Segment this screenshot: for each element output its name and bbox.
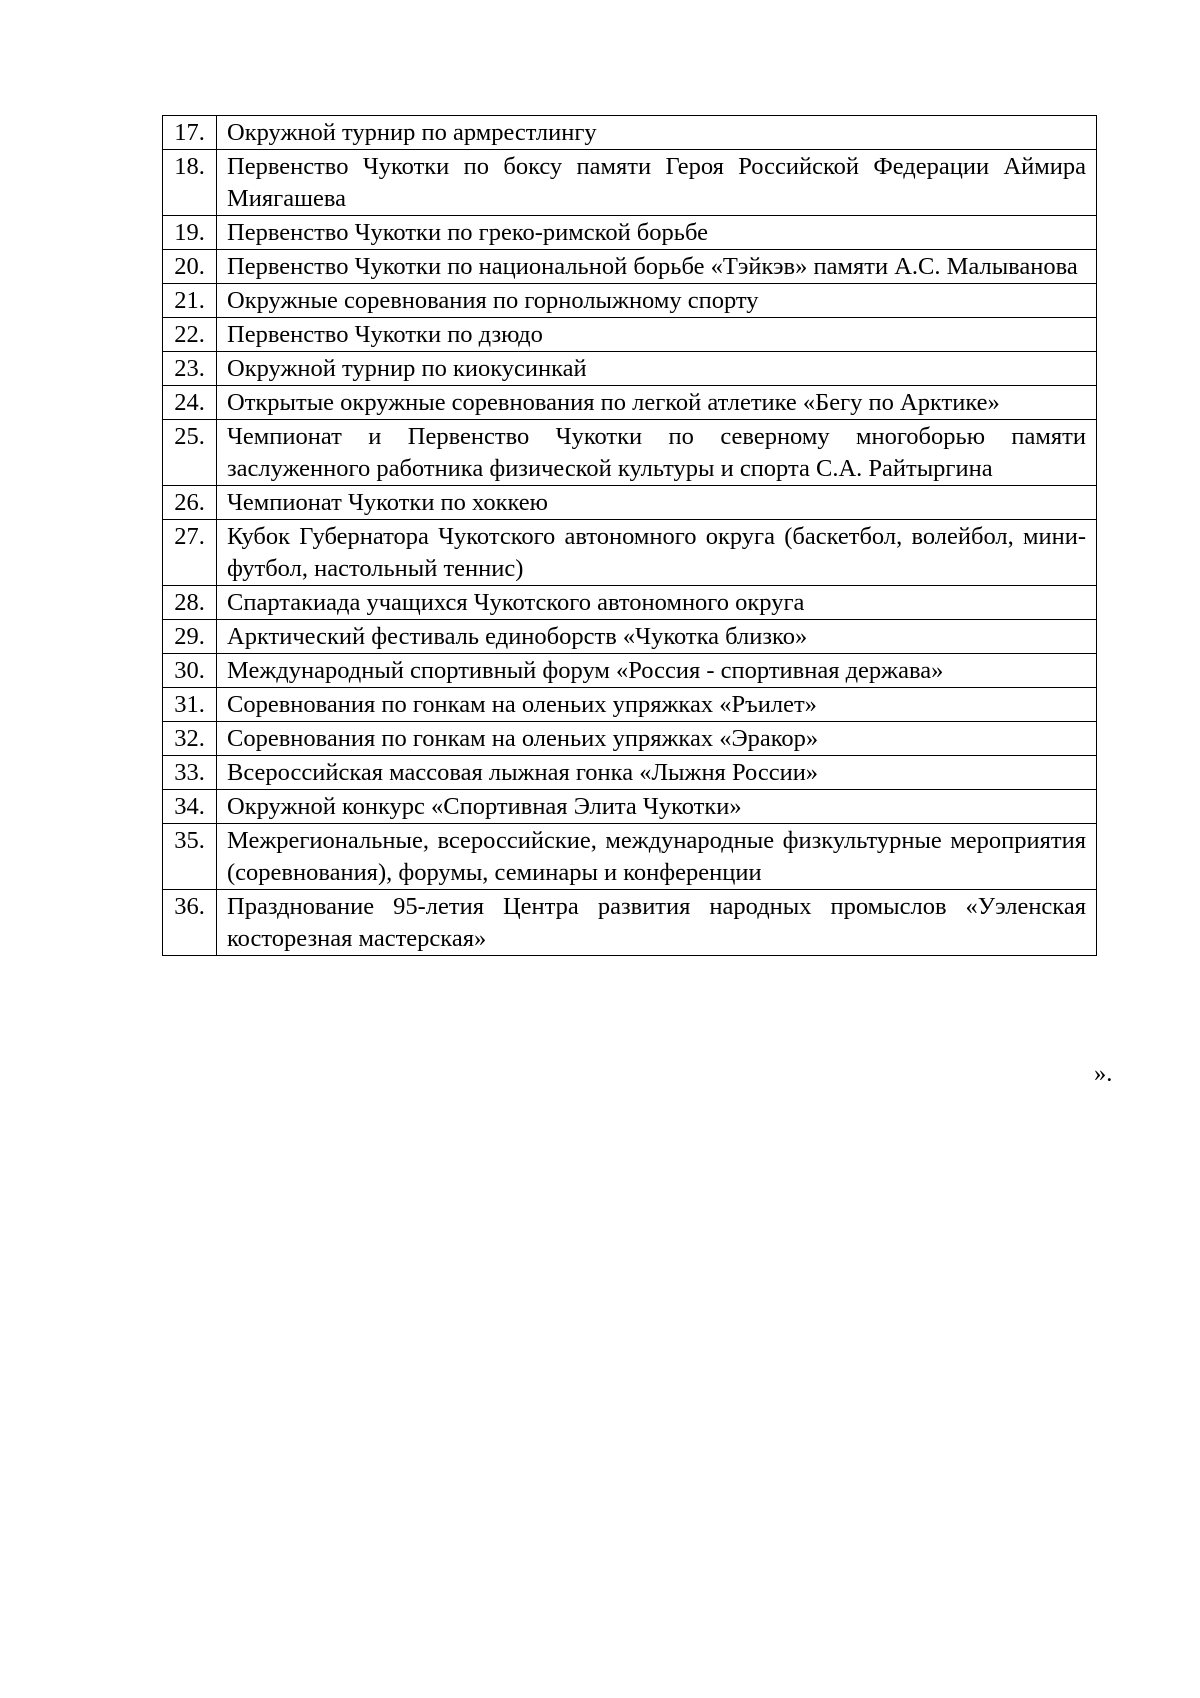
event-name: Спартакиада учащихся Чукотского автономного округа (217, 586, 1097, 620)
event-name: Чемпионат Чукотки по хоккею (217, 486, 1097, 520)
row-number: 24. (163, 386, 217, 420)
event-name: Всероссийская массовая лыжная гонка «Лыжня России» (217, 756, 1097, 790)
row-number: 36. (163, 890, 217, 956)
event-name: Межрегиональные, всероссийские, международные физкультурные мероприятия (соревнования), форумы, семинары и конференции (217, 824, 1097, 890)
row-number: 20. (163, 250, 217, 284)
event-name: Международный спортивный форум «Россия - спортивная держава» (217, 654, 1097, 688)
events-table-body (163, 116, 1097, 956)
table-row (163, 890, 1097, 956)
table-row (163, 790, 1097, 824)
row-number: 23. (163, 352, 217, 386)
row-number: 22. (163, 318, 217, 352)
table-row (163, 654, 1097, 688)
event-name: Открытые окружные соревнования по легкой атлетике «Бегу по Арктике» (217, 386, 1097, 420)
row-number: 35. (163, 824, 217, 890)
table-row (163, 216, 1097, 250)
event-name: Первенство Чукотки по дзюдо (217, 318, 1097, 352)
row-number: 18. (163, 150, 217, 216)
row-number: 26. (163, 486, 217, 520)
row-number: 29. (163, 620, 217, 654)
event-name: Соревнования по гонкам на оленьих упряжках «Ръилет» (217, 688, 1097, 722)
table-row (163, 250, 1097, 284)
table-row (163, 520, 1097, 586)
event-name: Окружные соревнования по горнолыжному спорту (217, 284, 1097, 318)
event-name: Окружной турнир по армрестлингу (217, 116, 1097, 150)
table-row (163, 486, 1097, 520)
events-table (162, 115, 1097, 956)
row-number: 34. (163, 790, 217, 824)
table-row (163, 386, 1097, 420)
table-row (163, 420, 1097, 486)
event-name: Первенство Чукотки по боксу памяти Героя Российской Федерации Аймира Миягашева (217, 150, 1097, 216)
table-row (163, 352, 1097, 386)
event-name: Соревнования по гонкам на оленьих упряжках «Эракор» (217, 722, 1097, 756)
event-name: Кубок Губернатора Чукотского автономного округа (баскетбол, волейбол, мини-футбол, настольный теннис) (217, 520, 1097, 586)
event-name: Празднование 95-летия Центра развития народных промыслов «Уэленская косторезная мастерская» (217, 890, 1097, 956)
event-name: Окружной конкурс «Спортивная Элита Чукотки» (217, 790, 1097, 824)
event-name: Арктический фестиваль единоборств «Чукотка близко» (217, 620, 1097, 654)
event-name: Первенство Чукотки по национальной борьбе «Тэйкэв» памяти А.С. Малыванова (217, 250, 1097, 284)
table-row (163, 688, 1097, 722)
row-number: 33. (163, 756, 217, 790)
table-row (163, 620, 1097, 654)
row-number: 32. (163, 722, 217, 756)
table-row (163, 722, 1097, 756)
table-row (163, 284, 1097, 318)
row-number: 31. (163, 688, 217, 722)
table-row (163, 586, 1097, 620)
event-name: Первенство Чукотки по греко-римской борьбе (217, 216, 1097, 250)
table-row (163, 318, 1097, 352)
event-name: Чемпионат и Первенство Чукотки по северному многоборью памяти заслуженного работника физической культуры и спорта С.А. Райтыргина (217, 420, 1097, 486)
row-number: 27. (163, 520, 217, 586)
closing-quote-mark: ». (1094, 1060, 1113, 1087)
table-row (163, 116, 1097, 150)
table-row (163, 756, 1097, 790)
row-number: 19. (163, 216, 217, 250)
event-name: Окружной турнир по киокусинкай (217, 352, 1097, 386)
row-number: 21. (163, 284, 217, 318)
table-row (163, 824, 1097, 890)
row-number: 25. (163, 420, 217, 486)
row-number: 28. (163, 586, 217, 620)
row-number: 17. (163, 116, 217, 150)
table-row (163, 150, 1097, 216)
row-number: 30. (163, 654, 217, 688)
